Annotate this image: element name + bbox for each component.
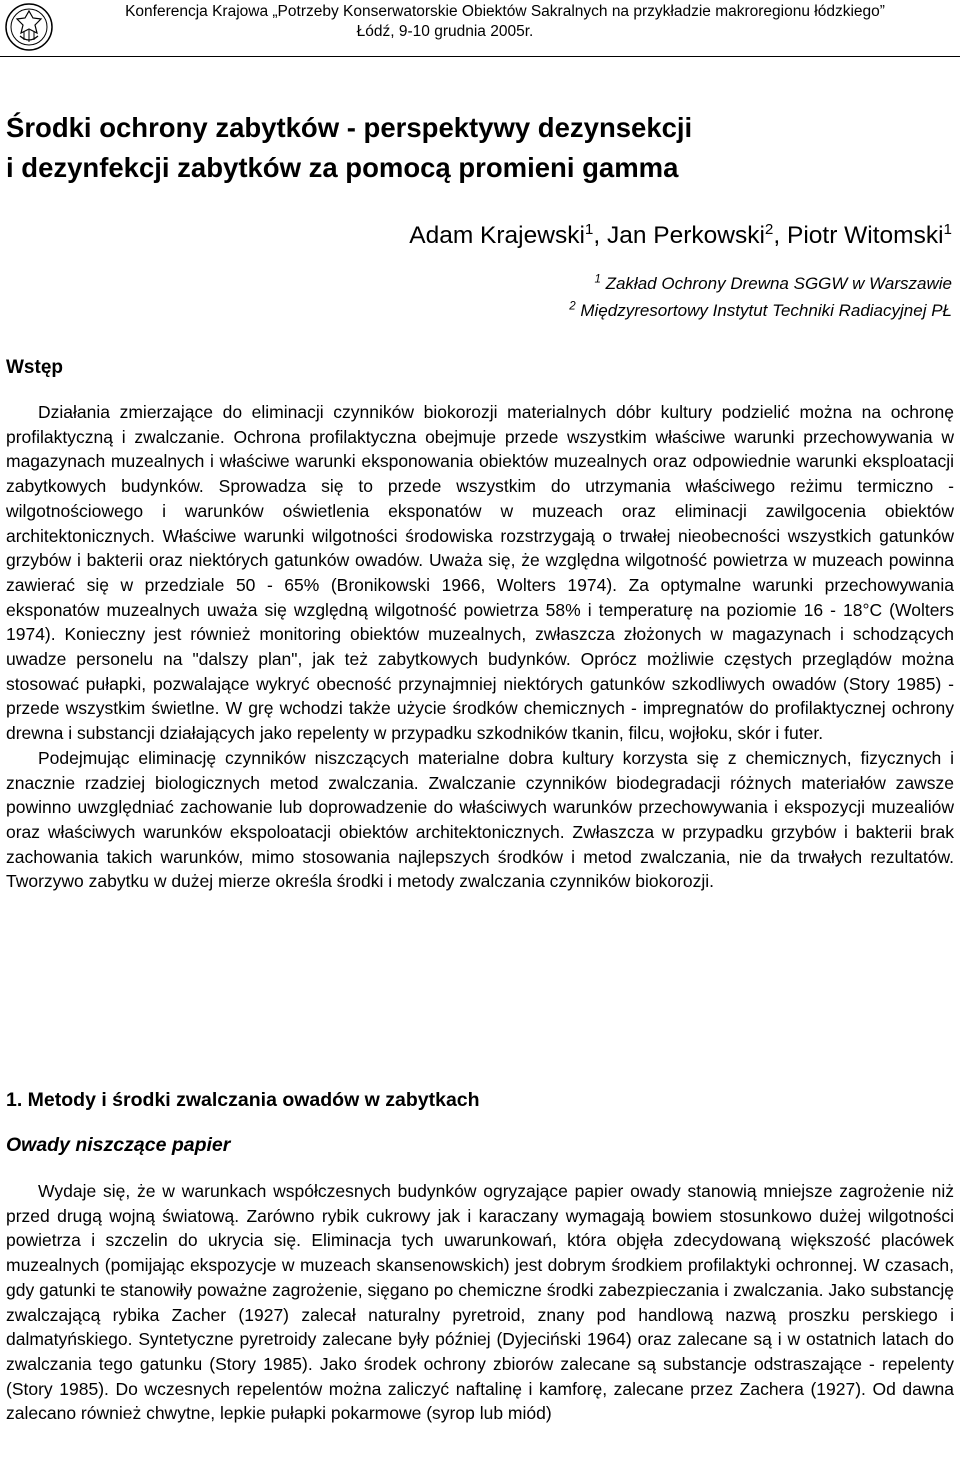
author-separator: , <box>773 222 787 249</box>
section-heading: 1. Metody i środki zwalczania owadów w zabytkach <box>6 1089 480 1111</box>
author-name: Adam Krajewski <box>409 222 585 249</box>
affiliation-text: Zakład Ochrony Drewna SGGW w Warszawie <box>605 274 952 293</box>
conference-header <box>0 0 960 57</box>
section-body <box>6 1179 954 1426</box>
author-affiliation-mark: 2 <box>764 220 774 238</box>
affiliation-text: Międzyresortowy Instytut Techniki Radiacyjnej PŁ <box>580 301 952 320</box>
intro-heading: Wstęp <box>6 357 63 378</box>
author-affiliation-mark: 1 <box>584 220 594 238</box>
title-line-2: i dezynfekcji zabytków za pomocą promieni gamma <box>6 152 679 183</box>
subsection-heading: Owady niszczące papier <box>6 1134 231 1156</box>
title-line-1: Środki ochrony zabytków - perspektywy dezynsekcji <box>6 112 693 143</box>
conference-date: Łódź, 9-10 grudnia 2005r. <box>356 23 534 40</box>
affiliation <box>569 297 952 324</box>
author-separator: , <box>593 222 607 249</box>
author-name: Piotr Witomski <box>787 222 944 249</box>
conference-name: Konferencja Krajowa „Potrzeby Konserwatorskie Obiektów Sakralnych na przykładzie makroregionu łódzkiego” <box>125 3 885 20</box>
affiliation-mark: 1 <box>594 273 601 286</box>
seal-logo-icon <box>4 2 54 52</box>
affiliation-mark: 2 <box>569 300 576 313</box>
author-affiliation-mark: 1 <box>943 220 952 238</box>
intro-body <box>6 400 954 894</box>
section-paragraph: Wydaje się, że w warunkach współczesnych budynków ogryzające papier owady stanowią mniejsze zagrożenie niż przed drugą wojną światową. Zarówno rybik cukrowy jak i karaczany wymagają bowiem stosunkowo dużej wilgotności powietrza i szczelin do ukrycia się. Eliminacja tych uwarunkowań, która objęła zdecydowaną większość placówek muzealnych (pomijając ekspozycje w muzeach skansenowskich) jest dobrym środkiem profilaktyki ochronnej. W czasach, gdy gatunki te stanowiły poważne zagrożenie, sięgano po chemiczne środki zabezpieczania i zwalczania. Jako substancję zwalczającą rybika Zacher (1927) zalecał naturalny pyretroid, znany pod handlową nazwą proszku perskiego i dalmatyńskiego. Syntetyczne pyretroidy zalecane były później (Dyjeciński 1964) oraz zalecane są i w ostatnich latach do zwalczania tego gatunku (Story 1985). Jako środek ochrony zbiorów zalecane są substancje odstraszające - repelenty (Story 1985). Do wczesnych repelentów można zaliczyć naftalinę i kamforę, zalecane przez Zachera (1927). Od dawna zalecano również chwytne, lepkie pułapki pokarmowe (syrop lub miód) <box>6 1181 954 1424</box>
intro-paragraph: Podejmując eliminację czynników niszczących materialne dobra kultury korzysta się z chemicznych, fizycznych i znacznie rzadziej biologicznych metod zwalczania. Zwalczanie czynników biodegradacji różnych materiałów zawsze powinno uwzględniać zachowanie lub doprowadzenie do właściwych warunków przechowywania i ekspozycji muzealiów oraz właściwych warunków ekspoloatacji obiektów architektonicznych. Zwłaszcza w przypadku grzybów i bakterii brak zachowania takich warunków, mimo stosowania najlepszych środków i metod zwalczania, nie da trwałych rezultatów. Tworzywo zabytku w dużej mierze określa środki i metody zwalczania czynników biokorozji. <box>6 747 954 892</box>
author-list <box>409 222 952 250</box>
affiliation <box>569 270 952 297</box>
author-name: Jan Perkowski <box>606 222 765 249</box>
affiliation-list <box>569 270 952 324</box>
paper-title <box>6 108 946 188</box>
intro-paragraph: Działania zmierzające do eliminacji czynników biokorozji materialnych dóbr kultury podzielić można na ochronę profilaktyczną i zwalczanie. Ochrona profilaktyczna obejmuje przede wszystkim właściwe warunki przechowywania w magazynach muzealnych i właściwe warunki eksponowania obiektów muzealnych oraz odpowiednie warunki eksploatacji zabytkowych budynków. Sprowadza się to przede wszystkim do utrzymania właściwego reżimu termiczno - wilgotnościowego i warunków oświetlenia eksponatów w muzeach oraz eliminacji zawilgocenia obiektów architektonicznych. Właściwe warunki wilgotności środowiska rozstrzygają o trwałej nieobecności wszystkich gatunków grzybów i bakterii oraz niektórych gatunków owadów. Uważa się, że względna wilgotność powietrza w muzeach powinna zawierać się w przedziale 50 - 65% (Bronikowski 1966, Wolters 1974). Za optymalne warunki przechowywania eksponatów muzealnych uważa się względną wilgotność powietrza 58% i temperaturę na poziomie 16 - 18°C (Wolters 1974). Konieczny jest również monitoring obiektów muzealnych, zwłaszcza złożonych w magazynach i schodzących uwadze personelu na "dalszy plan", jak też zabytkowych budynków. Oprócz możliwie częstych przeglądów można stosować pułapki, pozwalające wykryć obecność przynajmniej niektórych gatunków szkodliwych owadów (Story 1985) - przede wszystkim świetlne. W grę wchodzi także użycie środków chemicznych - impregnatów do profilaktycznej ochrony drewna i substancji działających jako repelenty w przypadku szkodników tkanin, filcu, wojłoku, skór i futer. <box>6 402 954 744</box>
